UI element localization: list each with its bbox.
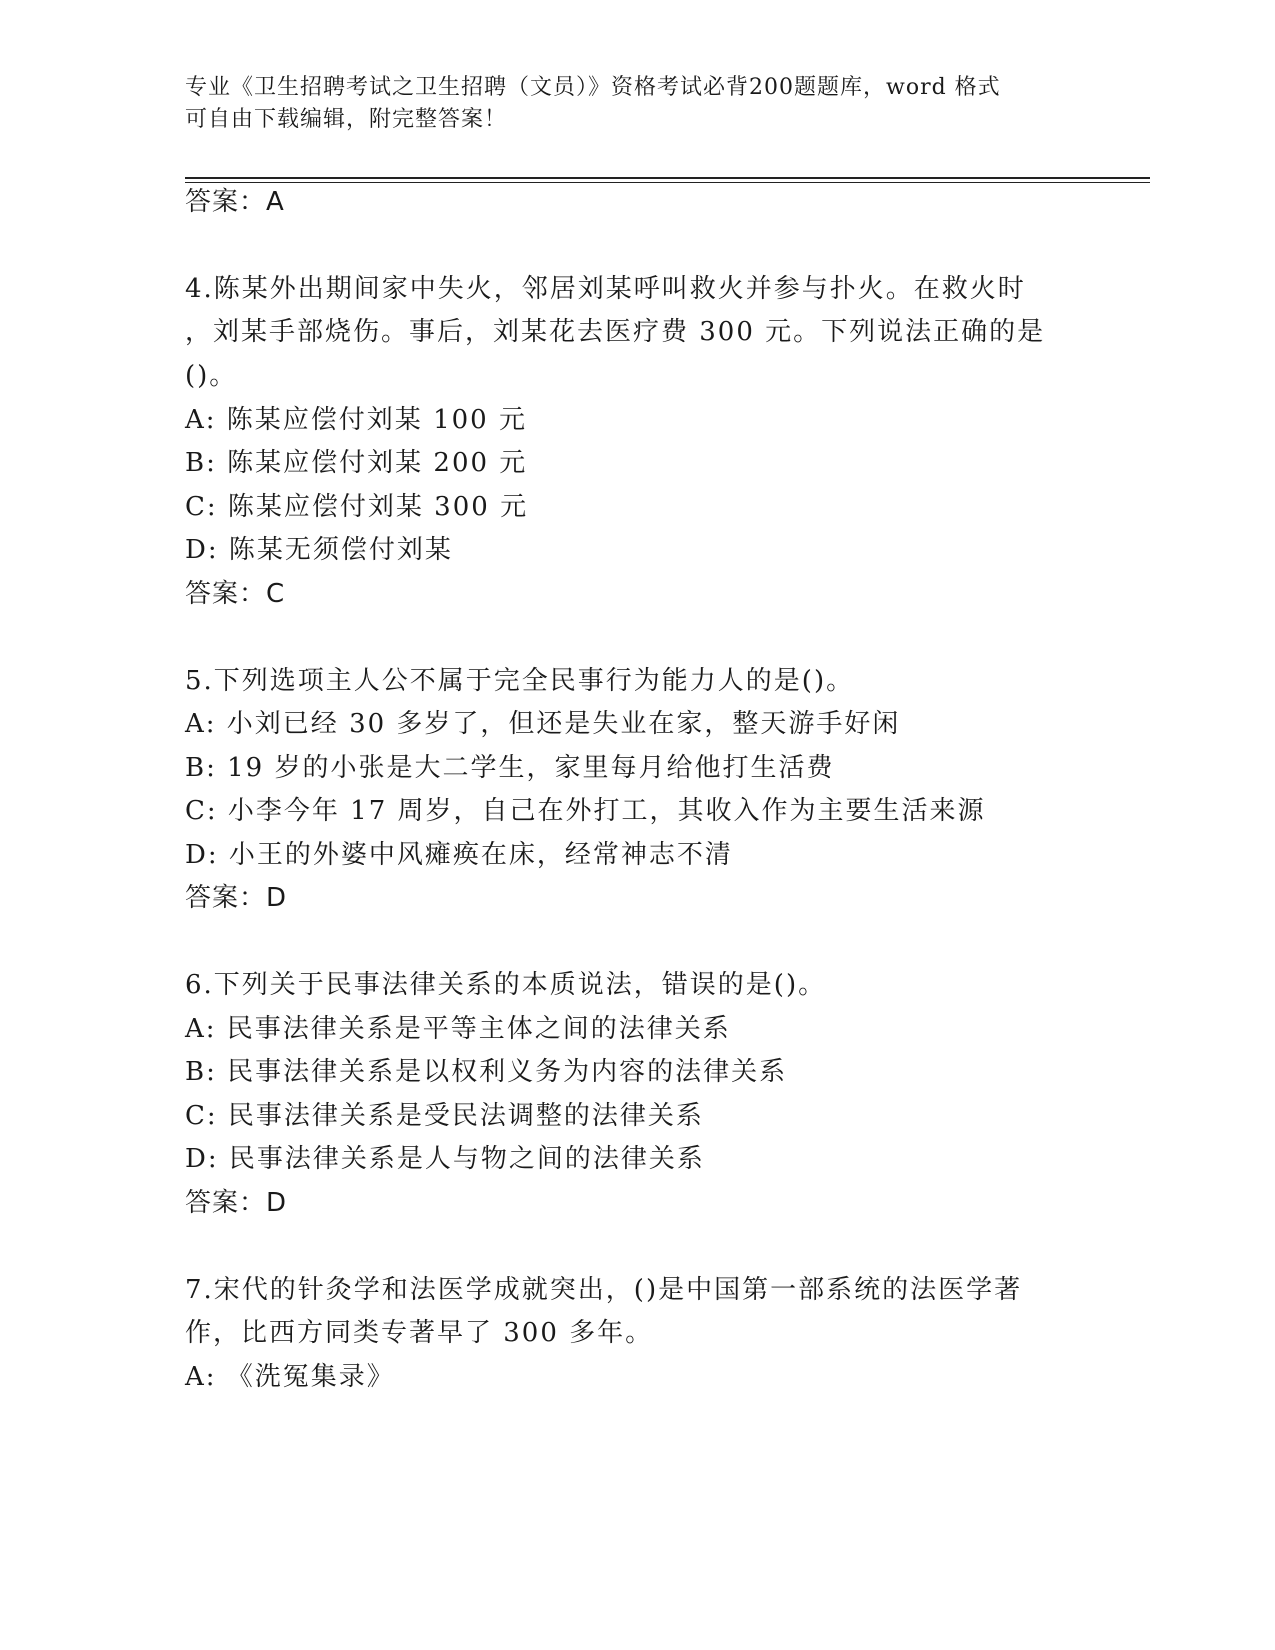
q5-option-c: C: 小李今年 17 周岁，自己在外打工，其收入作为主要生活来源 — [185, 796, 986, 826]
q4-option-d: D: 陈某无须偿付刘某 — [185, 535, 453, 565]
q5-stem-line-1: 5.下列选项主人公不属于完全民事行为能力人的是()。 — [185, 666, 855, 696]
q6-option-d: D: 民事法律关系是人与物之间的法律关系 — [185, 1144, 705, 1174]
header-divider-thick — [185, 177, 1150, 179]
q6-stem-line-1: 6.下列关于民事法律关系的本质说法，错误的是()。 — [185, 970, 827, 1000]
q5-answer: 答案：D — [185, 883, 288, 913]
q5-option-a: A: 小刘已经 30 多岁了，但还是失业在家，整天游手好闲 — [185, 709, 901, 739]
q6-option-a: A: 民事法律关系是平等主体之间的法律关系 — [185, 1014, 731, 1044]
q5-option-d: D: 小王的外婆中风瘫痪在床，经常神志不清 — [185, 840, 733, 870]
answer-prev: 答案：A — [185, 187, 285, 217]
q7-option-a: A: 《洗冤集录》 — [185, 1362, 395, 1392]
q5-option-b: B: 19 岁的小张是大二学生，家里每月给他打生活费 — [185, 753, 835, 783]
q4-stem-line-3: ()。 — [185, 361, 238, 391]
header-line-1: 专业《卫生招聘考试之卫生招聘（文员）》资格考试必背200题题库，word 格式 — [185, 75, 1001, 100]
q6-answer: 答案：D — [185, 1188, 288, 1218]
q4-option-a: A: 陈某应偿付刘某 100 元 — [185, 405, 527, 435]
q4-stem-line-2: ，刘某手部烧伤。事后，刘某花去医疗费 300 元。下列说法正确的是 — [185, 317, 1046, 347]
header-divider-thin — [185, 182, 1150, 183]
q4-stem-line-1: 4.陈某外出期间家中失火，邻居刘某呼叫救火并参与扑火。在救火时 — [185, 274, 1026, 304]
q4-answer: 答案：C — [185, 579, 286, 609]
q7-stem-line-2: 作，比西方同类专著早了 300 多年。 — [185, 1318, 654, 1348]
q6-option-b: B: 民事法律关系是以权利义务为内容的法律关系 — [185, 1057, 788, 1087]
q6-option-c: C: 民事法律关系是受民法调整的法律关系 — [185, 1101, 704, 1131]
q7-stem-line-1: 7.宋代的针灸学和法医学成就突出，()是中国第一部系统的法医学著 — [185, 1275, 1023, 1305]
q4-option-b: B: 陈某应偿付刘某 200 元 — [185, 448, 528, 478]
document-header — [185, 72, 1065, 136]
q4-option-c: C: 陈某应偿付刘某 300 元 — [185, 492, 529, 522]
header-line-2: 可自由下载编辑，附完整答案！ — [185, 107, 508, 132]
